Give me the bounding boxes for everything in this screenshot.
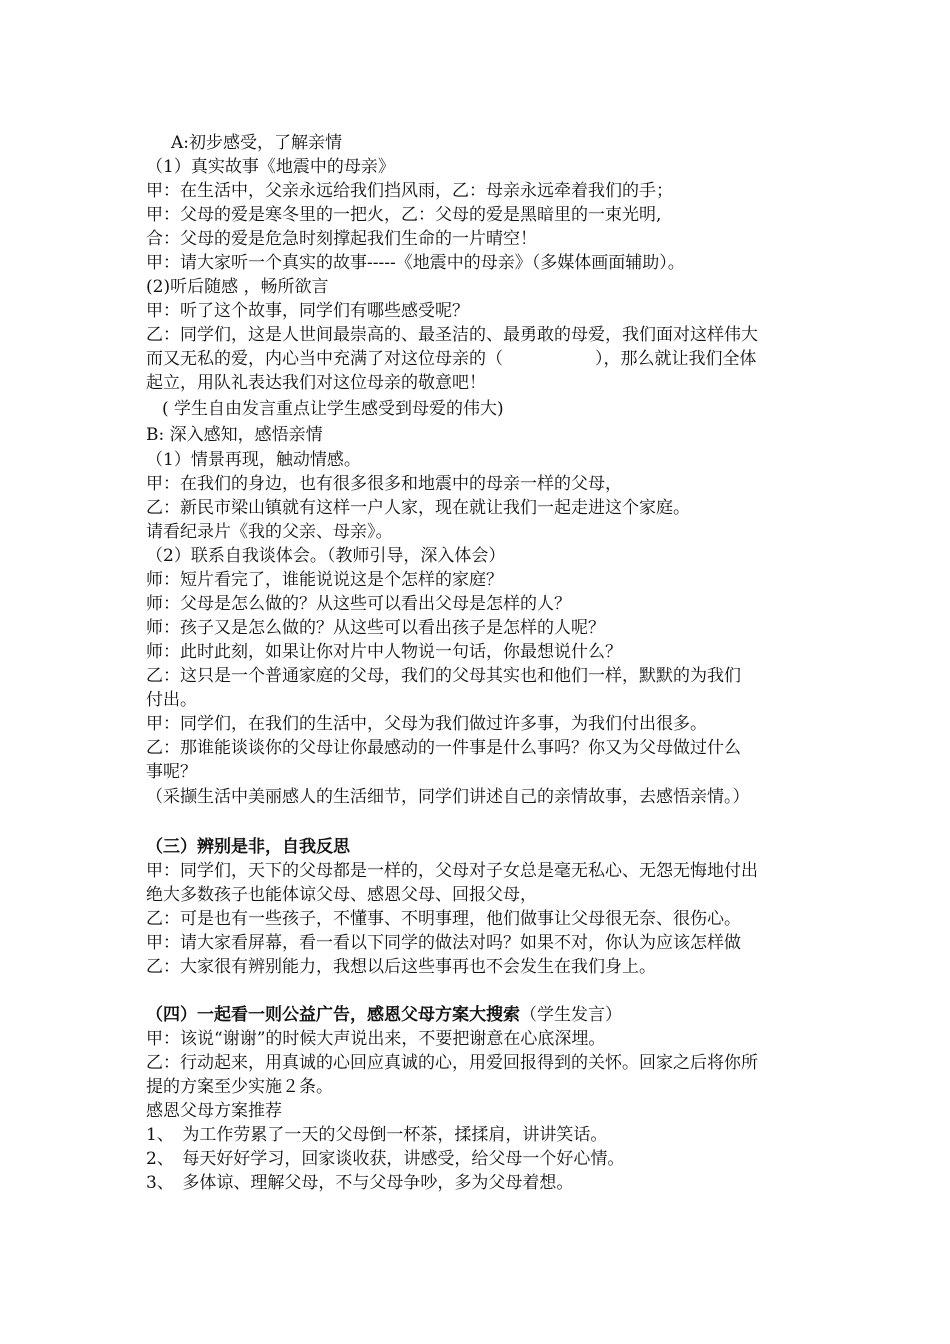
section-a-heading: A:初步感受，了解亲情 — [171, 133, 343, 153]
line-text-before-blank: 而又无私的爱，内心当中充满了对这位母亲的（ — [146, 349, 503, 369]
section-4-title: （四）一起看一则公益广告，感恩父母方案大搜索 — [146, 1005, 520, 1025]
paragraph-line-with-blank — [146, 347, 757, 371]
section-4-heading — [146, 1003, 622, 1027]
subsection-1-heading: （1）真实故事《地震中的母亲》 — [146, 157, 395, 177]
plan-list-item: 2、 每天好好学习，回家谈收获，讲感受，给父母一个好心情。 — [146, 1149, 625, 1169]
section-3-heading: （三）辨别是非，自我反思 — [146, 837, 350, 857]
paragraph-line: 付出。 — [146, 690, 197, 710]
plan-list-item: 1、 为工作劳累了一天的父母倒一杯茶，揉揉肩，讲讲笑话。 — [146, 1125, 608, 1145]
paragraph-line: 甲：同学们，天下的父母都是一样的，父母对子女总是毫无私心、无怨无悔地付出 — [146, 861, 758, 881]
subsection-2-heading: (2)听后随感 ，畅所欲言 — [146, 277, 329, 297]
subsection-heading: （1）情景再现，触动情感。 — [146, 450, 361, 470]
section-b-heading: B: 深入感知，感悟亲情 — [146, 425, 323, 445]
paragraph-line: 甲：该说“谢谢”的时候大声说出来，不要把谢意在心底深埋。 — [146, 1029, 606, 1049]
paragraph-line: 乙：这只是一个普通家庭的父母，我们的父母其实也和他们一样，默默的为我们 — [146, 666, 741, 686]
paragraph-line: 乙：那谁能谈谈你的父母让你最感动的一件事是什么事吗？你又为父母做过什么 — [146, 738, 741, 758]
section-4-note: （学生发言） — [520, 1005, 622, 1025]
paragraph-line: 甲：在生活中，父亲永远给我们挡风雨，乙：母亲永远牵着我们的手； — [146, 181, 673, 201]
paragraph-line: 起立，用队礼表达我们对这位母亲的敬意吧！ — [146, 373, 486, 393]
paragraph-line: 甲：听了这个故事，同学们有哪些感受呢？ — [146, 301, 469, 321]
paragraph-line: 事呢？ — [146, 762, 197, 782]
plan-list-item: 3、 多体谅、理解父母，不与父母争吵，多为父母着想。 — [146, 1173, 574, 1193]
line-text-after-blank: ），那么就让我们全体 — [595, 349, 757, 369]
paragraph-line: 甲：同学们，在我们的生活中，父母为我们做过许多事，为我们付出很多。 — [146, 714, 707, 734]
paragraph-line: 师：此时此刻，如果让你对片中人物说一句话，你最想说什么？ — [146, 642, 622, 662]
paragraph-line: 师：父母是怎么做的？从这些可以看出父母是怎样的人？ — [146, 594, 571, 614]
paragraph-line: 甲：父母的爱是寒冬里的一把火，乙：父母的爱是黑暗里的一束光明, — [146, 205, 662, 225]
paragraph-line: 甲：在我们的身边，也有很多很多和地震中的母亲一样的父母， — [146, 474, 622, 494]
paragraph-line: （采撷生活中美丽感人的生活细节，同学们讲述自己的亲情故事，去感悟亲情。） — [146, 787, 750, 807]
paragraph-line: 绝大多数孩子也能体谅父母、感恩父母、回报父母， — [146, 885, 537, 905]
paragraph-line: 乙：行动起来，用真诚的心回应真诚的心，用爱回报得到的关怀。回家之后将你所 — [146, 1053, 758, 1073]
paragraph-line: 乙：可是也有一些孩子，不懂事、不明事理，他们做事让父母很无奈、很伤心。 — [146, 909, 741, 929]
paragraph-line: 乙：大家很有辨别能力，我想以后这些事再也不会发生在我们身上。 — [146, 957, 656, 977]
paragraph-line: 合：父母的爱是危急时刻撑起我们生命的一片晴空！ — [146, 229, 537, 249]
subsection-heading: （2）联系自我谈体会。（教师引导，深入体会） — [146, 546, 506, 566]
note-line: ( 学生自由发言重点让学生感受到母爱的伟大) — [162, 399, 504, 419]
paragraph-line: 师：短片看完了，谁能说说这是个怎样的家庭？ — [146, 570, 503, 590]
paragraph-line: 师：孩子又是怎么做的？从这些可以看出孩子是怎样的人呢？ — [146, 618, 605, 638]
paragraph-line: 甲：请大家看屏幕，看一看以下同学的做法对吗？如果不对，你认为应该怎样做 — [146, 933, 741, 953]
paragraph-line: 乙：新民市梁山镇就有这样一户人家，现在就让我们一起走进这个家庭。 — [146, 498, 690, 518]
paragraph-line: 乙：同学们，这是人世间最崇高的、最圣洁的、最勇敢的母爱，我们面对这样伟大 — [146, 325, 758, 345]
plan-list-heading: 感恩父母方案推荐 — [146, 1101, 282, 1121]
paragraph-line: 甲：请大家听一个真实的故事-----《地震中的母亲》（多媒体画面辅助）。 — [146, 253, 685, 273]
paragraph-line: 请看纪录片《我的父亲、母亲》。 — [146, 522, 393, 542]
paragraph-line: 提的方案至少实施２条。 — [146, 1077, 333, 1097]
